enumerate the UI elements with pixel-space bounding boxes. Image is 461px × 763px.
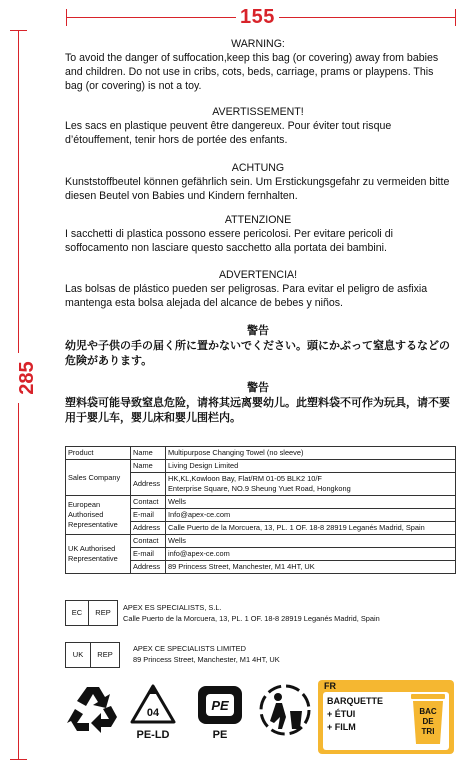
uk-address: 89 Princess Street, Manchester, M1 4HT, UK xyxy=(166,561,456,574)
ec-rep-company: APEX ES SPECIALISTS, S.L. xyxy=(123,603,222,612)
warning-zh-heading: 警告 xyxy=(247,382,269,394)
table-row xyxy=(66,447,456,460)
uk-rep-address-text: 89 Princess Street, Manchester, M1 4HT, UK xyxy=(133,655,280,664)
pe-bag-icon xyxy=(194,684,246,740)
warning-en-text: To avoid the danger of suffocation,keep this bag (or covering) away from babies and children. Do not use in cribs, cots, beds, carriage, prams or playpens. This bag (or covering) is not a toy. xyxy=(65,52,439,92)
address-label: Address xyxy=(131,473,166,496)
width-dimension-tick-right xyxy=(455,9,456,26)
bin-label-1: BAC xyxy=(419,707,437,716)
table-row xyxy=(66,535,456,548)
eu-email: Info@apex-ce.com xyxy=(166,509,456,522)
warning-ja xyxy=(65,324,451,369)
table-row xyxy=(66,496,456,509)
product-name: Multipurpose Changing Towel (no sleeve) xyxy=(166,447,456,460)
product-info-table xyxy=(65,446,456,574)
name-label: Name xyxy=(131,460,166,473)
address-label: Address xyxy=(131,561,166,574)
bin-label-2: DE xyxy=(422,717,434,726)
warning-es-heading: ADVERTENCIA! xyxy=(218,269,298,281)
bin-label-3: TRI xyxy=(421,727,435,736)
uk-contact: Wells xyxy=(166,535,456,548)
eu-address: Calle Puerto de la Morcuera, 13, PL. 1 OF. 18-8 28919 Leganés Madrid, Spain xyxy=(166,522,456,535)
pe-ld-label: PE-LD xyxy=(136,729,170,740)
rep-box: REP xyxy=(91,642,120,668)
width-dimension-label: 155 xyxy=(236,4,279,30)
fr-info-box xyxy=(323,692,449,750)
rep-box: REP xyxy=(89,600,118,626)
uk-rep-address xyxy=(133,643,280,665)
contact-label: Contact xyxy=(131,535,166,548)
pe-bag-glyph: PE xyxy=(211,698,229,713)
warning-de-text: Kunststoffbeutel können gefährlich sein. Um Erstickungsgefahr zu vermeiden bitte diesen Beutel von Babies und Kindern fernhalten. xyxy=(65,176,450,202)
uk-email: info@apex-ce.com xyxy=(166,548,456,561)
product-label: Product xyxy=(66,447,131,460)
warning-en-heading: WARNING: xyxy=(231,38,285,50)
warning-zh xyxy=(65,381,451,426)
name-label: Name xyxy=(131,447,166,460)
warning-en xyxy=(65,37,451,93)
warning-ja-heading: 警告 xyxy=(247,325,269,337)
warning-zh-text: 塑料袋可能导致窒息危险，请将其远离婴幼儿。此塑料袋不可作为玩具，请不要用于婴儿车，婴儿床和婴儿围栏内。 xyxy=(65,397,450,424)
sales-address xyxy=(166,473,456,496)
fr-triman-panel xyxy=(318,680,454,754)
tidyman-icon xyxy=(258,683,312,737)
height-dimension-tick-top xyxy=(10,30,27,31)
ec-rep-symbol xyxy=(65,600,118,626)
eu-rep-label: European Authorised Representative xyxy=(66,496,131,535)
contact-label: Contact xyxy=(131,496,166,509)
ec-rep-address-text: Calle Puerto de la Morcuera, 13, PL. 1 OF. 18-8 28919 Leganés Madrid, Spain xyxy=(123,614,380,623)
sales-company-label: Sales Company xyxy=(66,460,131,496)
fr-tag: FR xyxy=(324,681,336,691)
sales-address-line-1: HK,KL,Kowloon Bay, Flat/RM 01-05 BLK2 10/F xyxy=(168,474,322,483)
warning-es-text: Las bolsas de plástico pueden ser peligrosas. Para evitar el peligro de asfixia mantenga esta bolsa alejada del alcance de bebes y niños. xyxy=(65,283,428,309)
uk-rep-label: UK Authorised Representative xyxy=(66,535,131,574)
email-label: E-mail xyxy=(131,548,166,561)
warning-de xyxy=(65,161,451,203)
warning-fr xyxy=(65,105,451,147)
width-dimension-tick-left xyxy=(66,9,67,26)
fr-line-1: BARQUETTE xyxy=(327,696,383,706)
warning-it-heading: ATTENZIONE xyxy=(224,214,292,226)
eu-contact: Wells xyxy=(166,496,456,509)
warning-es xyxy=(65,268,451,310)
address-label: Address xyxy=(131,522,166,535)
warning-de-heading: ACHTUNG xyxy=(231,162,285,174)
warning-fr-text: Les sacs en plastique peuvent être dangereux. Pour éviter tout risque d’étouffement, tenir hors de portée des enfants. xyxy=(65,120,392,146)
pe-ld-number: 04 xyxy=(146,707,160,719)
warning-ja-text: 幼児や子供の手の届く所に置かないでください。頭にかぶって窒息するなどの危険があります。 xyxy=(65,340,450,367)
sales-name: Living Design Limited xyxy=(166,460,456,473)
recycling-icon xyxy=(65,683,121,735)
sorting-bin-icon xyxy=(409,690,447,748)
uk-rep-symbol xyxy=(65,642,120,668)
table-row xyxy=(66,460,456,473)
warning-it xyxy=(65,213,451,255)
fr-line-3: + FILM xyxy=(327,722,356,732)
height-dimension-label: 285 xyxy=(14,353,40,403)
height-dimension-tick-bottom xyxy=(10,759,27,760)
uk-box: UK xyxy=(65,642,91,668)
email-label: E-mail xyxy=(131,509,166,522)
warning-fr-heading: AVERTISSEMENT! xyxy=(212,106,304,118)
uk-rep-company: APEX CE SPECIALISTS LIMITED xyxy=(133,644,246,653)
pe-label: PE xyxy=(212,729,228,740)
fr-line-2: + ÉTUI xyxy=(327,709,356,719)
ec-rep-address xyxy=(123,602,380,624)
ec-box: EC xyxy=(65,600,89,626)
recycle-pe-ld-icon xyxy=(128,682,178,740)
warning-it-text: I sacchetti di plastica possono essere pericolosi. Per evitare pericoli di soffocamento non lasciare questo sacchetto alla portata dei bambini. xyxy=(65,228,393,254)
sales-address-line-2: Enterprise Square, NO.9 Sheung Yuet Road, Hongkong xyxy=(168,484,351,493)
